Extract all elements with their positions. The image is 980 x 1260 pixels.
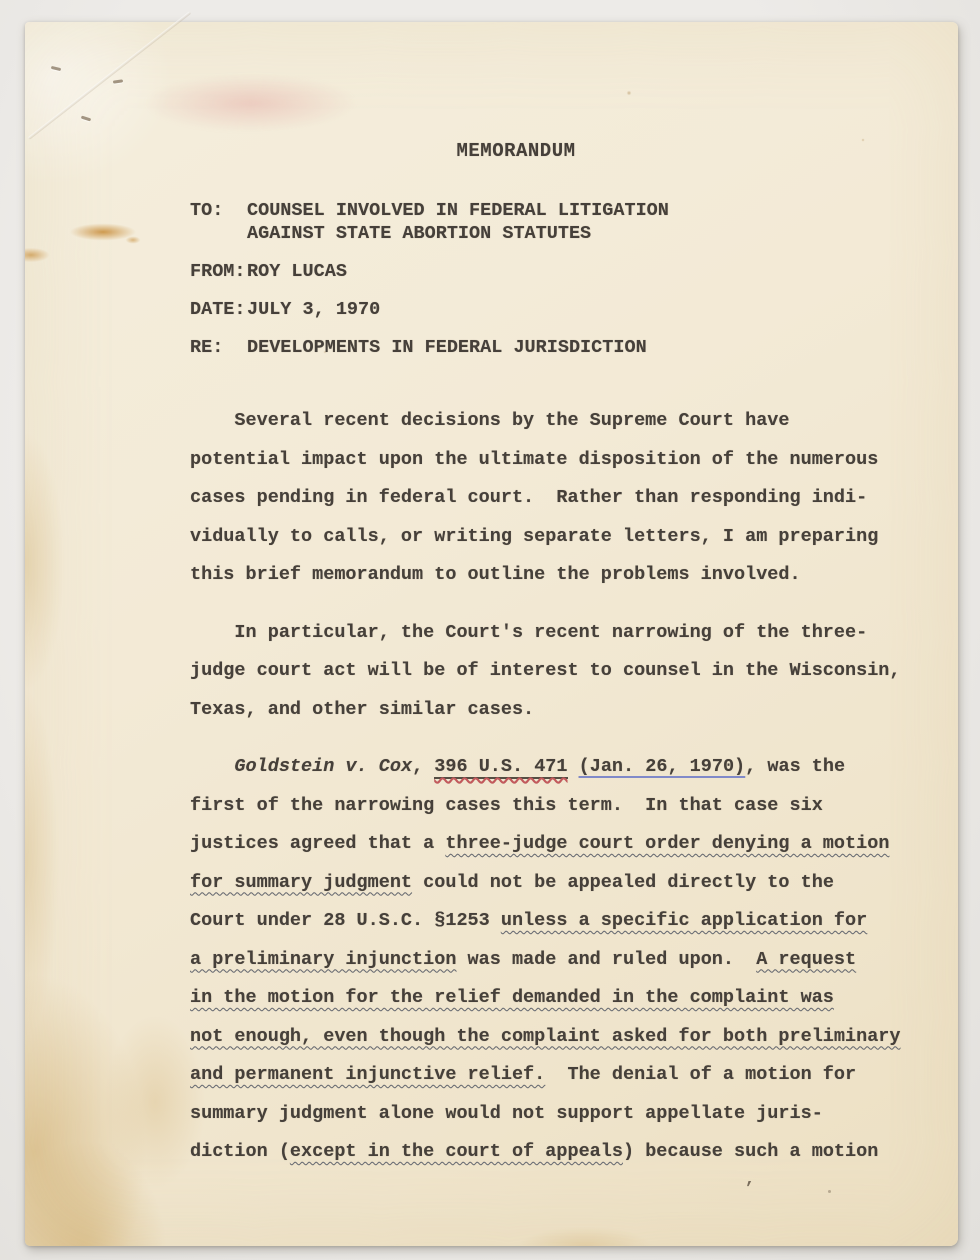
memo-page (25, 22, 958, 1246)
typed-text: potential impact upon the ultimate disposition of the numerous (190, 448, 879, 470)
header-row (190, 260, 898, 283)
header-value (247, 336, 647, 359)
annotated-text: 396 U.S. 471 (434, 756, 568, 777)
typed-text: , (412, 756, 435, 777)
header-value-line: COUNSEL INVOLVED IN FEDERAL LITIGATION (247, 200, 669, 221)
text-line (190, 748, 898, 787)
memo-title (190, 140, 898, 163)
typed-text: summary judgment alone would not support appellate juris- (190, 1102, 823, 1124)
annotated-text: a preliminary injunction (190, 948, 457, 970)
stray-pen-mark: ’ (744, 1180, 755, 1199)
header-label: DATE: (190, 299, 246, 320)
text-line (190, 652, 901, 691)
header-label: TO: (190, 200, 224, 221)
typed-text (568, 756, 579, 777)
header-value-line: ROY LUCAS (247, 261, 347, 282)
text-line (190, 1056, 898, 1095)
text-line (190, 902, 898, 941)
text-line (190, 518, 898, 557)
typed-text: could not be appealed directly to the (412, 871, 834, 893)
typed-text: ) because such a motion (622, 1141, 879, 1162)
annotated-text: for summary judgment (190, 871, 413, 893)
annotated-text: and permanent injunctive relief. (190, 1064, 546, 1085)
paragraph (190, 614, 901, 730)
memo-header (190, 199, 898, 359)
typed-text: was made and ruled upon. (456, 948, 757, 970)
text-line (190, 614, 898, 653)
typed-text: Several recent decisions by the Supreme Court have (190, 410, 790, 431)
typed-text: , was the (745, 756, 846, 777)
typed-text: cases pending in federal court. Rather than responding indi- (190, 487, 868, 508)
text-line (190, 479, 898, 518)
typed-text: this brief memorandum to outline the problems involved. (190, 564, 801, 585)
typed-text: judge court act will be of interest to counsel in the Wisconsin, (190, 660, 901, 681)
typed-text: Texas, and other similar cases. (190, 698, 535, 720)
typed-text: diction ( (190, 1141, 290, 1162)
text-line (190, 441, 898, 480)
text-line (190, 691, 898, 730)
header-row (190, 199, 898, 245)
typed-text: Court under 28 U.S.C. §1253 (190, 910, 501, 931)
header-label: RE: (190, 337, 224, 358)
header-value (247, 199, 669, 245)
header-value (247, 298, 380, 321)
memo-content (25, 22, 958, 1246)
header-value-line: DEVELOPMENTS IN FEDERAL JURISDICTION (247, 337, 647, 358)
annotated-text: (Jan. 26, 1970) (578, 756, 746, 777)
header-value-line: AGAINST STATE ABORTION STATUTES (247, 223, 592, 244)
header-value (247, 260, 347, 283)
text-line (190, 556, 898, 595)
text-line (190, 1095, 898, 1134)
paper-speck (828, 1190, 831, 1193)
text-line (190, 787, 898, 826)
typed-text: vidually to calls, or writing separate letters, I am preparing (190, 525, 879, 547)
text-line (190, 864, 898, 903)
annotated-text: not enough, even though the complaint asked for both preliminary (190, 1025, 901, 1047)
header-row (190, 336, 898, 359)
annotated-text: except in the court of appeals (289, 1141, 623, 1162)
text-line (190, 1018, 901, 1057)
annotated-text: in the motion for the relief demanded in the complaint was (190, 987, 834, 1008)
annotated-text: A request (756, 948, 857, 970)
typed-text: In particular, the Court's recent narrowing of the three- (190, 621, 868, 643)
header-label: FROM: (190, 261, 246, 282)
text-line (190, 402, 898, 441)
header-value-line: JULY 3, 1970 (247, 299, 381, 320)
text-line (190, 979, 898, 1018)
typed-text: justices agreed that a (190, 833, 446, 854)
memo-title-text: MEMORANDUM (456, 140, 576, 162)
paragraph (190, 748, 901, 1172)
typed-text (190, 756, 234, 777)
memo-body (190, 402, 901, 1172)
header-row (190, 298, 898, 321)
paragraph (190, 402, 898, 595)
text-line (190, 825, 898, 864)
typed-text: first of the narrowing cases this term. In that case six (190, 794, 823, 816)
text-line (190, 941, 898, 980)
text-line (190, 1133, 898, 1172)
annotated-text: unless a specific application for (500, 910, 868, 931)
typed-text: The denial of a motion for (545, 1064, 857, 1085)
annotated-text: Goldstein v. Cox (234, 756, 413, 777)
annotated-text: three-judge court order denying a motion (445, 833, 890, 854)
